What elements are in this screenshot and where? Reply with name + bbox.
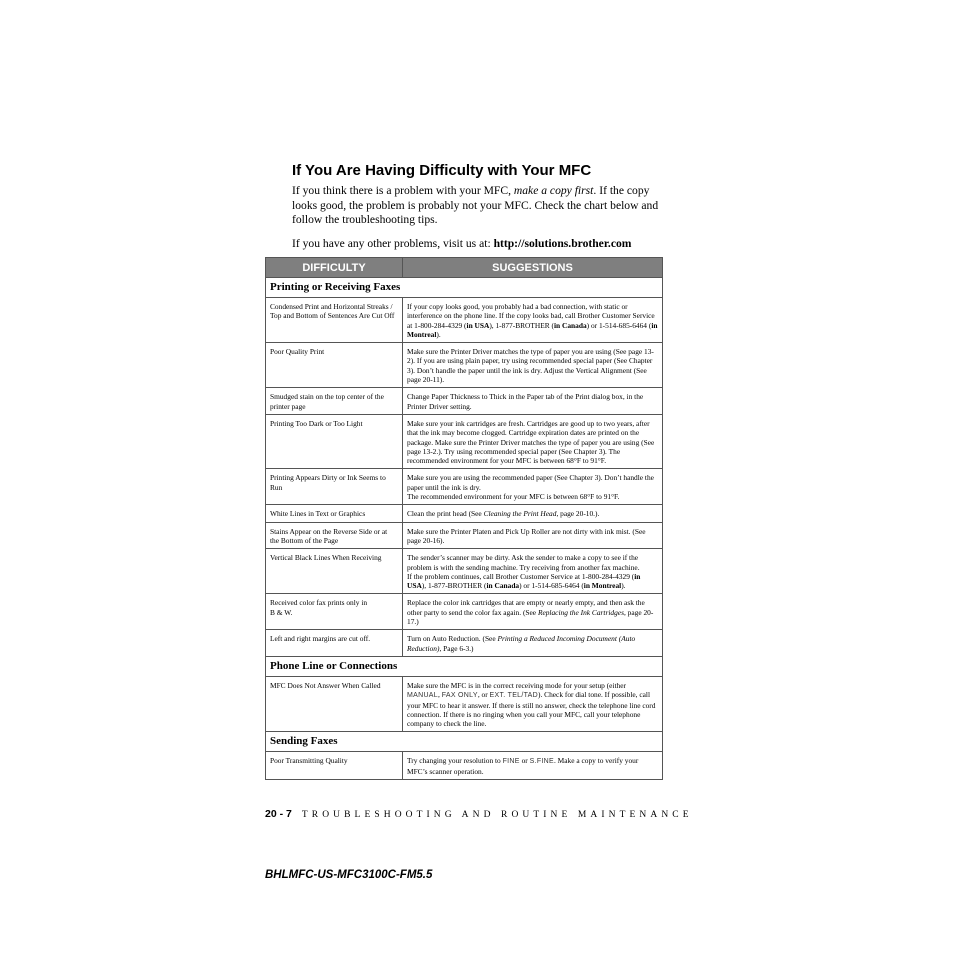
suggestion-text: The sender’s scanner may be dirty. Ask the sender to make a copy to see if the problem is with the sending machine. Try receiving from another fax machine. (407, 553, 640, 572)
suggestion-cell: Change Paper Thickness to Thick in the Paper tab of the Print dialog box, in the Printer Driver setting. (403, 388, 663, 415)
document-id: BHLMFC-US-MFC3100C-FM5.5 (265, 869, 433, 881)
section-heading: If You Are Having Difficulty with Your MFC (292, 162, 592, 179)
suggestion-text: ), 1-877-BROTHER ( (489, 320, 554, 330)
support-paragraph (292, 237, 672, 251)
suggestion-text: . Make a copy to verify your MFC’s scanner operation. (407, 756, 639, 776)
difficulty-cell: Printing Too Dark or Too Light (266, 414, 403, 468)
lcd-label: FINE (502, 758, 520, 766)
region-label: in USA (407, 571, 641, 591)
table-header-row (266, 258, 663, 278)
table-row (266, 549, 663, 594)
difficulty-cell: Stains Appear on the Reverse Side or at the Bottom of the Page (266, 522, 403, 549)
suggestion-text: ). Check for dial tone. If possible, call your MFC to hear it answer. If there is still no answer, check the telephone line cord connection. If there is no ringing when you call your MFC, call your telephone company to check the line. (407, 690, 656, 729)
lcd-label: FAX ONLY (441, 692, 478, 700)
suggestion-text: , or (477, 690, 490, 700)
table-row (266, 752, 663, 780)
difficulty-cell: Vertical Black Lines When Receiving (266, 549, 403, 594)
suggestion-cell (403, 676, 663, 731)
difficulty-cell (266, 594, 403, 630)
intro-text-1: If you think there is a problem with your MFC, (292, 184, 514, 197)
difficulty-cell: Smudged stain on the top center of the printer page (266, 388, 403, 415)
section-printing-title: Printing or Receiving Faxes (266, 278, 663, 298)
section-sending-title: Sending Faxes (266, 732, 663, 752)
suggestion-text: Try changing your resolution to (407, 756, 503, 766)
difficulty-cell: MFC Does Not Answer When Called (266, 676, 403, 731)
support-url: http://solutions.brother.com (493, 237, 632, 250)
section-phone (266, 656, 663, 676)
suggestion-cell (403, 549, 663, 594)
difficulty-cell: Poor Quality Print (266, 343, 403, 388)
region-label: in USA (466, 320, 490, 330)
table-row (266, 414, 663, 468)
support-text: If you have any other problems, visit us at: (292, 237, 494, 250)
suggestion-text: If the problem continues, call Brother Customer Service at 1-800-284-4329 ( (407, 571, 635, 581)
table-row (266, 388, 663, 415)
suggestion-text: ), 1-877-BROTHER ( (421, 581, 487, 591)
suggestion-cell: Make sure the Printer Platen and Pick Up Roller are not dirty with ink mist. (See page 20-16). (403, 522, 663, 549)
region-label: in Canada (486, 581, 520, 591)
suggestion-text: The recommended environment for your MFC is between 68°F to 91°F. (407, 492, 620, 502)
suggestion-cell (403, 469, 663, 505)
difficulty-text: Received color fax prints only in (270, 598, 368, 608)
reference-title: Cleaning the Print Head (483, 509, 557, 519)
suggestion-cell: Make sure the Printer Driver matches the type of paper you are using (See page 13-2). If you are using plain paper, try using recommended special paper (See Chapter 3). Don’t handle the paper until the ink is dry. Adjust the Vertical Alignment (See page 20-11). (403, 343, 663, 388)
suggestion-cell (403, 505, 663, 522)
suggestion-cell (403, 630, 663, 657)
header-suggestions: SUGGESTIONS (403, 258, 663, 278)
suggestion-cell (403, 298, 663, 343)
section-sending (266, 732, 663, 752)
suggestion-text: Make sure you are using the recommended paper (See Chapter 3). Don’t handle the paper until the ink is dry. (407, 473, 654, 492)
difficulty-cell: White Lines in Text or Graphics (266, 505, 403, 522)
suggestion-text: or (519, 756, 530, 766)
reference-title: Printing a Reduced Incoming Document (Auto Reduction) (407, 634, 636, 653)
table-row (266, 676, 663, 731)
difficulty-cell: Condensed Print and Horizontal Streaks / Top and Bottom of Sentences Are Cut Off (266, 298, 403, 343)
lcd-label: MANUAL (407, 692, 438, 700)
reference-title: Replacing the Ink Cartridges (537, 607, 624, 617)
chapter-title: TROUBLESHOOTING AND ROUTINE MAINTENANCE (301, 810, 693, 820)
difficulty-cell: Left and right margins are cut off. (266, 630, 403, 657)
suggestion-text: ). (436, 329, 441, 339)
suggestion-text: If your copy looks good, you probably had a bad connection, with static or interference on the phone line. If the copy looks bad, call Brother Customer Service at 1-800-284-4329 ( (407, 302, 655, 330)
table-row (266, 469, 663, 505)
table-row (266, 505, 663, 522)
table-row (266, 343, 663, 388)
region-label: in Montreal (407, 320, 658, 339)
suggestion-text: Turn on Auto Reduction. (See (407, 634, 498, 644)
header-difficulty: DIFFICULTY (266, 258, 403, 278)
suggestion-cell (403, 594, 663, 630)
lcd-label: EXT. TEL/TAD (489, 692, 538, 700)
page-number: 20 - 7 (265, 808, 292, 820)
suggestion-text: ) or 1-514-685-6464 ( (586, 320, 652, 330)
suggestion-text: , page 20-17.) (407, 607, 654, 627)
difficulty-text: B & W. (270, 607, 293, 617)
suggestion-text: ) or 1-514-685-6464 ( (519, 581, 584, 591)
intro-paragraph (292, 184, 664, 228)
suggestion-text: , page 20-10.). (556, 509, 600, 519)
difficulty-cell: Poor Transmitting Quality (266, 752, 403, 780)
suggestion-text: , (437, 690, 442, 700)
suggestion-cell: Make sure your ink cartridges are fresh. Cartridges are good up to two years, after that the ink may become clogged. Cartridge expiration dates are printed on the package. Make sure the Printer Driver matches the type of paper you are using (See page 13-2.). Try using recommended special paper (See Chapter 3). The recommended environment for your MFC is between 68°F to 91°F. (403, 414, 663, 468)
difficulty-cell: Printing Appears Dirty or Ink Seems to Run (266, 469, 403, 505)
suggestion-cell (403, 752, 663, 780)
table-row (266, 522, 663, 549)
section-printing (266, 278, 663, 298)
region-label: in Montreal (583, 581, 622, 591)
lcd-label: S.FINE (529, 758, 554, 766)
suggestion-text: Make sure the MFC is in the correct receiving mode for your setup (either (407, 680, 626, 690)
section-phone-title: Phone Line or Connections (266, 656, 663, 676)
region-label: in Canada (554, 320, 587, 330)
suggestion-text: , Page 6-3.) (439, 643, 474, 653)
table-row (266, 594, 663, 630)
table-row (266, 630, 663, 657)
suggestion-text: ). (621, 581, 626, 591)
suggestion-text: Clean the print head (See (407, 509, 484, 519)
intro-emphasis: make a copy first (513, 184, 594, 197)
troubleshooting-table (265, 257, 663, 780)
page-footer (265, 808, 693, 820)
table-row (266, 298, 663, 343)
suggestion-text: Replace the color ink cartridges that are empty or nearly empty, and then ask the other party to send the color fax again. (See (407, 598, 645, 617)
intro-text-2: . If the copy looks good, the problem is probably not your MFC. Check the chart below and follow the troubleshooting tips. (292, 184, 659, 227)
